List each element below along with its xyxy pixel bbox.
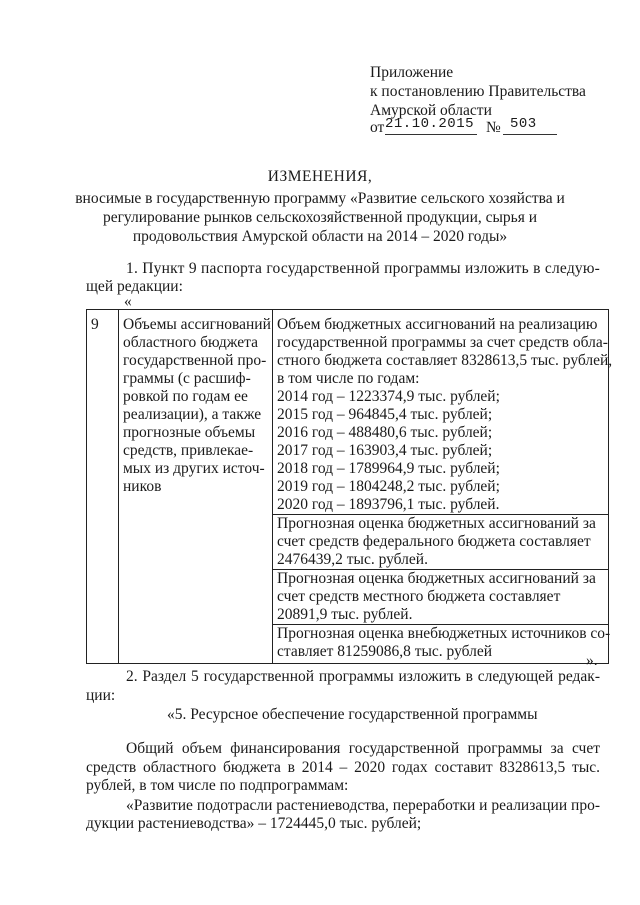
para2-line-2: дукции растениеводства» – 1724445,0 тыс. рублей; bbox=[86, 815, 422, 832]
label-line: прогнозные объемы bbox=[123, 424, 256, 441]
federal-line: Прогнозная оценка бюджетных ассигнований за bbox=[277, 515, 596, 532]
label-line: ровкой по годам ее bbox=[123, 388, 248, 405]
para1-line-3: рублей, в том числе по подпрограммам: bbox=[86, 777, 349, 794]
local-budget-block bbox=[273, 569, 608, 624]
extrabudget-line: Прогнозная оценка внебюджетных источников со- bbox=[277, 625, 611, 642]
extrabudget-line: ставляет 81259086,8 тыс. рублей bbox=[277, 643, 493, 660]
item1-line-1: 1. Пункт 9 паспорта государственной программы изложить в следую- bbox=[126, 260, 600, 277]
header-line-region: Амурской области bbox=[370, 102, 492, 119]
row-label-cell bbox=[119, 310, 273, 664]
number-underline bbox=[503, 134, 557, 135]
budget-line: в том числе по годам: bbox=[277, 370, 420, 387]
header-date: 21.10.2015 bbox=[385, 116, 475, 132]
label-line: областного бюджета bbox=[123, 334, 258, 351]
label-line: ников bbox=[123, 478, 162, 495]
open-quote: « bbox=[124, 293, 132, 310]
local-line: Прогнозная оценка бюджетных ассигнований за bbox=[277, 570, 596, 587]
local-line: счет средств местного бюджета составляет bbox=[277, 588, 561, 605]
passport-table bbox=[86, 309, 613, 664]
para1-line-2: средств областного бюджета в 2014 – 2020 годах составит 8328613,5 тыс. bbox=[86, 759, 600, 776]
header-date-prefix: от bbox=[370, 119, 385, 136]
para1-line-1: Общий объем финансирования государственной программы за счет bbox=[126, 740, 600, 757]
extrabudget-block bbox=[273, 624, 611, 661]
budget-year-2019: 2019 год – 1804248,2 тыс. рублей; bbox=[277, 478, 500, 495]
local-line: 20891,9 тыс. рублей. bbox=[277, 606, 413, 623]
title-line-1: вносимые в государственную программу «Развитие сельского хозяйства и bbox=[75, 190, 565, 207]
title-line-3: продовольствия Амурской области на 2014 – 2020 годы» bbox=[132, 228, 508, 245]
item2-line-2: ции: bbox=[86, 687, 116, 704]
label-line: Объемы ассигнований bbox=[123, 316, 271, 333]
table-row bbox=[87, 310, 609, 664]
date-underline bbox=[385, 134, 477, 135]
budget-year-2014: 2014 год – 1223374,9 тыс. рублей; bbox=[277, 388, 500, 405]
header-number: 503 bbox=[510, 116, 537, 132]
header-number-prefix: № bbox=[486, 119, 501, 136]
budget-block bbox=[277, 316, 613, 514]
label-line: мых из других источ- bbox=[123, 460, 265, 477]
budget-year-2018: 2018 год – 1789964,9 тыс. рублей; bbox=[277, 460, 500, 477]
budget-line: Объем бюджетных ассигнований на реализацию bbox=[277, 316, 598, 333]
section-title: «5. Ресурсное обеспечение государственной программы bbox=[167, 706, 538, 723]
row-number: 9 bbox=[91, 316, 99, 333]
label-line: государственной про- bbox=[123, 352, 267, 369]
item1-line-2: щей редакции: bbox=[86, 278, 183, 295]
header-line-resolution: к постановлению Правительства bbox=[370, 83, 586, 100]
federal-line: 2476439,2 тыс. рублей. bbox=[277, 551, 428, 568]
budget-year-2015: 2015 год – 964845,4 тыс. рублей; bbox=[277, 406, 493, 423]
budget-year-2020: 2020 год – 1893796,1 тыс. рублей. bbox=[277, 496, 500, 513]
label-line: реализации), а также bbox=[123, 406, 262, 423]
budget-line: стного бюджета составляет 8328613,5 тыс. рублей, bbox=[277, 352, 613, 369]
title-line-2: регулирование рынков сельскохозяйственной продукции, сырья и bbox=[102, 209, 538, 226]
federal-line: счет средств федерального бюджета составляет bbox=[277, 533, 591, 550]
budget-year-2017: 2017 год – 163903,4 тыс. рублей; bbox=[277, 442, 493, 459]
close-quote: ». bbox=[586, 652, 598, 669]
row-value-cell bbox=[273, 310, 613, 664]
label-line: граммы (с расшиф- bbox=[123, 370, 251, 387]
federal-budget-block bbox=[273, 514, 608, 569]
doc-title: ИЗМЕНЕНИЯ, bbox=[267, 168, 373, 185]
header-line-appendix: Приложение bbox=[370, 64, 454, 81]
budget-year-2016: 2016 год – 488480,6 тыс. рублей; bbox=[277, 424, 493, 441]
row-number-cell bbox=[87, 310, 119, 664]
para2-line-1: «Развитие подотрасли растениеводства, переработки и реализации про- bbox=[126, 797, 600, 814]
budget-line: государственной программы за счет средств обла- bbox=[277, 334, 608, 351]
label-line: средств, привлекае- bbox=[123, 442, 254, 459]
item2-line-1: 2. Раздел 5 государственной программы изложить в следующей редак- bbox=[126, 668, 600, 685]
